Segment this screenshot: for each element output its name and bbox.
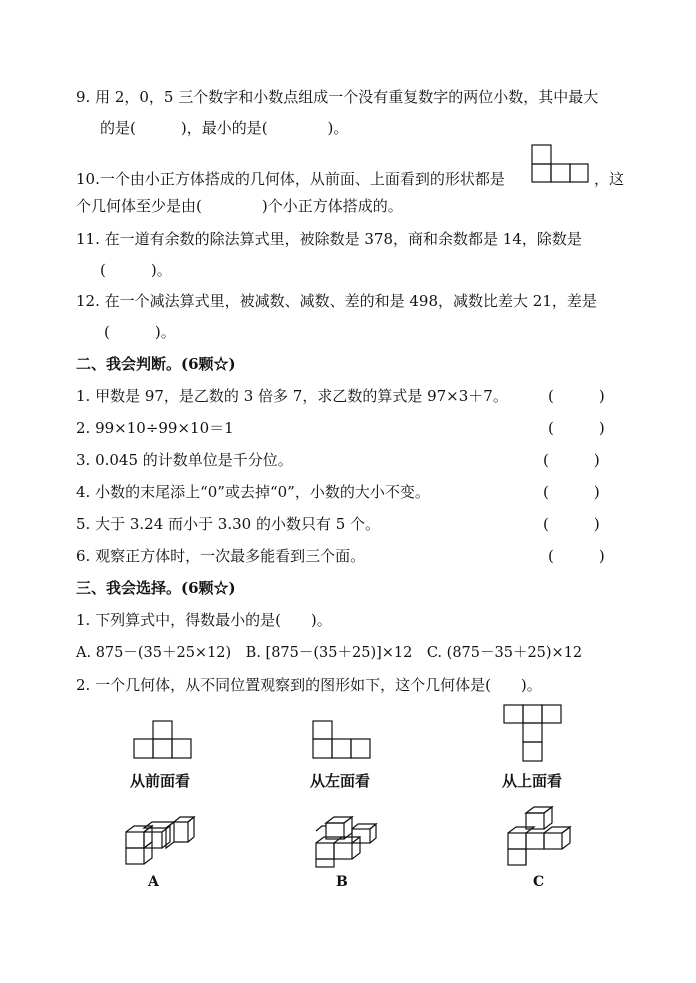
judge-answer-2: ( ) [548,419,605,437]
judge-answer-1: ( ) [548,387,605,405]
q10-shape-figure [530,143,590,183]
top-view-caption: 从上面看 [502,772,563,790]
option-b-label: B [336,874,348,890]
question-12-line1: 12. 在一个减法算式里，被减数、减数、差的和是 498，减数比差大 21，差是 [76,292,597,310]
left-view-caption: 从左面看 [310,772,371,790]
front-view-figure [133,720,193,760]
choice-question-1-options: A. 875－(35＋25×12) B. [875－(35＋25)]×12 C. (875－35＋25)×12 [76,645,583,661]
question-10-line1-end: ，这 [594,170,625,188]
question-10-line1: 10.一个由小正方体搭成的几何体，从前面、上面看到的形状都是 [76,170,505,188]
question-10-line2: 个几何体至少是由( )个小正方体搭成的。 [76,197,403,215]
option-c-figure [506,805,574,869]
option-c-label: C [533,874,545,890]
judge-item-5: 5. 大于 3.24 而小于 3.30 的小数只有 5 个。 [76,515,381,533]
question-11-line1: 11. 在一道有余数的除法算式里，被除数是 378，商和余数都是 14，除数是 [76,230,582,248]
front-view-caption: 从前面看 [130,772,191,790]
option-a-figure [122,820,194,870]
judge-item-4: 4. 小数的末尾添上“0”或去掉“0”，小数的大小不变。 [76,483,430,501]
left-view-figure [312,720,372,760]
question-9-line1: 9. 用 2，0，5 三个数字和小数点组成一个没有重复数字的两位小数，其中最大 [76,88,599,106]
judge-item-6: 6. 观察正方体时，一次最多能看到三个面。 [76,547,366,565]
judge-answer-4: ( ) [543,483,600,501]
judge-item-1: 1. 甲数是 97，是乙数的 3 倍多 7，求乙数的算式是 97×3＋7。 [76,387,508,405]
judge-answer-5: ( ) [543,515,600,533]
choice-question-2: 2. 一个几何体，从不同位置观察到的图形如下，这个几何体是( )。 [76,676,542,694]
option-b-figure [312,815,378,869]
option-a-label: A [148,874,159,890]
section-2-title: 二、我会判断。(6颗☆) [76,355,236,373]
choice-question-1: 1. 下列算式中，得数最小的是( )。 [76,611,332,629]
question-11-line2: ( )。 [100,261,172,279]
judge-item-2: 2. 99×10÷99×10＝1 [76,419,234,437]
section-3-title: 三、我会选择。(6颗☆) [76,579,236,597]
top-view-figure [503,704,563,764]
judge-answer-6: ( ) [548,547,605,565]
judge-answer-3: ( ) [543,451,600,469]
question-12-line2: ( )。 [104,323,176,341]
judge-item-3: 3. 0.045 的计数单位是千分位。 [76,451,293,469]
question-9-line2: 的是( )，最小的是( )。 [100,119,349,137]
